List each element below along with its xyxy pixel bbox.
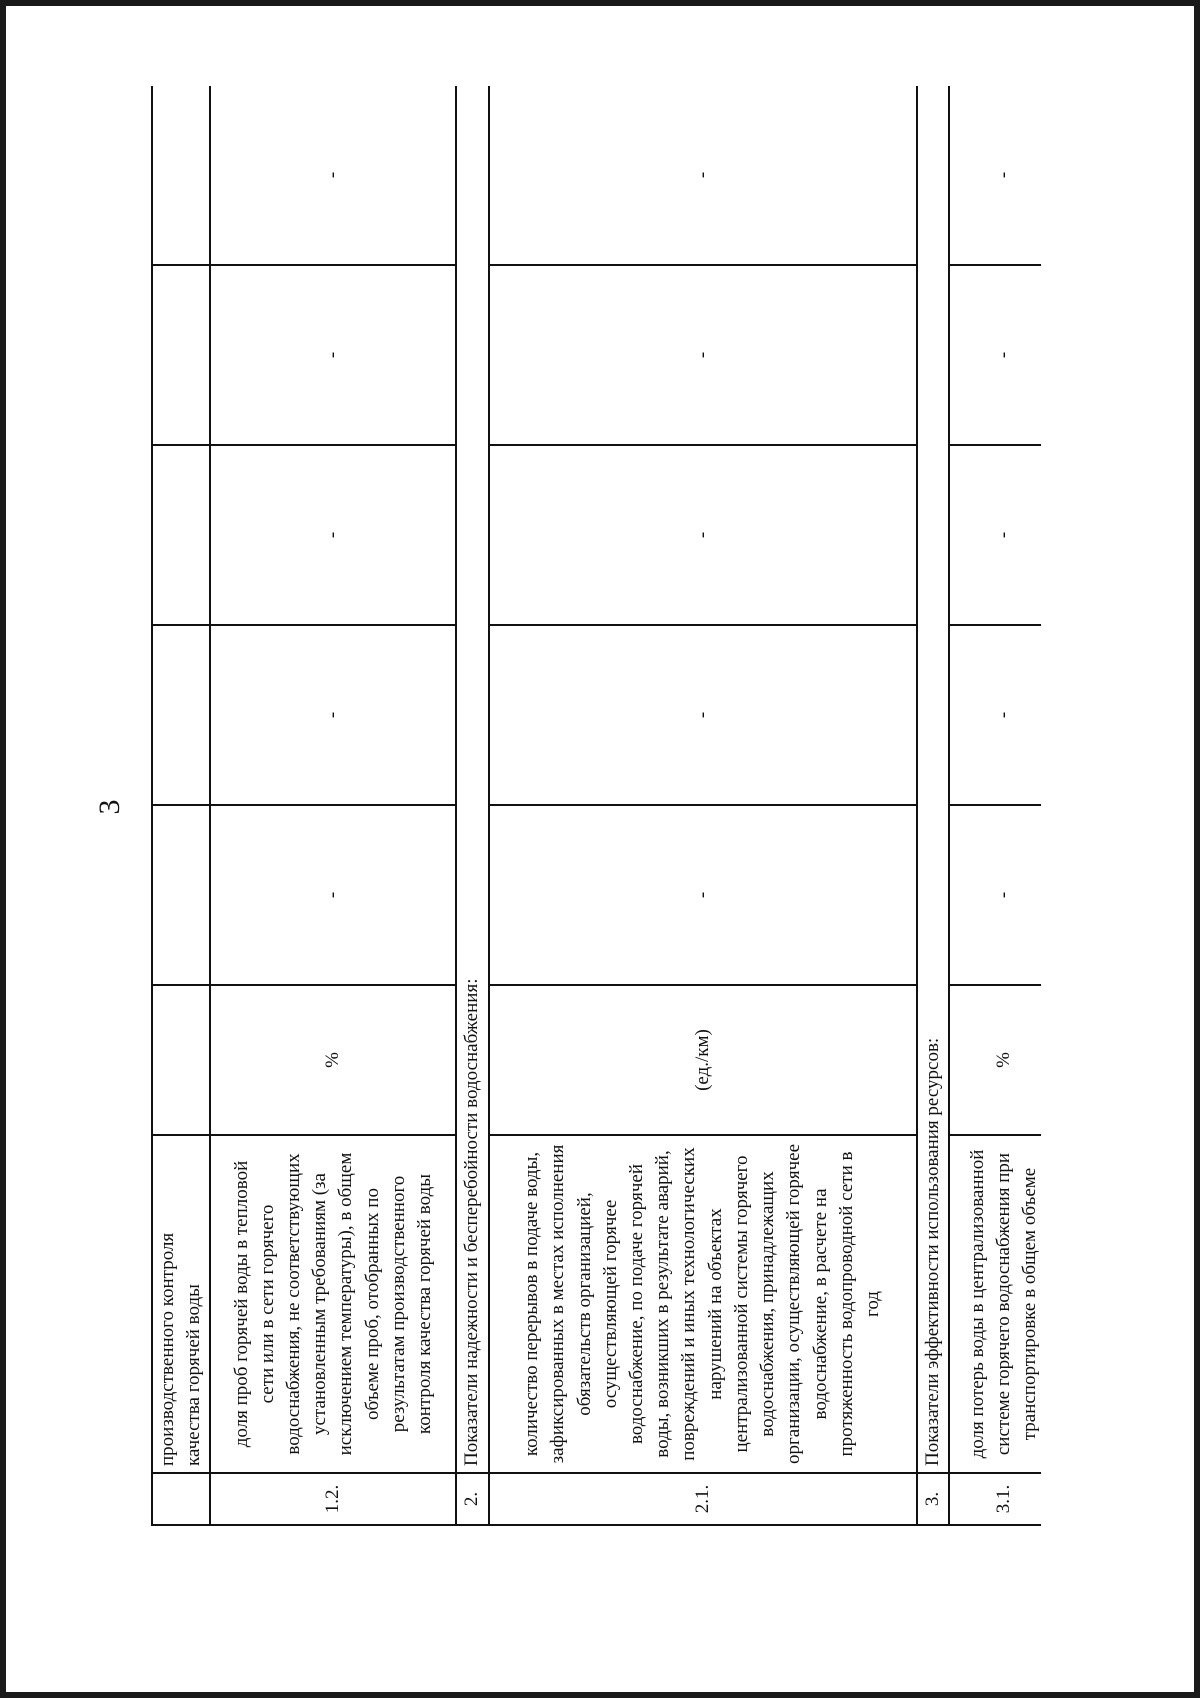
- value-cell: -: [210, 265, 456, 445]
- table-row: [949, 86, 1041, 1525]
- name-line: качества горячей воды: [183, 1284, 205, 1466]
- value-cell: [152, 86, 210, 265]
- row-number: 3.1.: [949, 1473, 1041, 1525]
- row-number: 2.1.: [489, 1473, 917, 1525]
- value-cell: -: [210, 445, 456, 625]
- section-title: Показатели надежности и бесперебойности водоснабжения:: [456, 86, 488, 1473]
- section-row: [917, 86, 949, 1525]
- section-title: Показатели эффективности использования ресурсов:: [917, 86, 949, 1473]
- value-cell: -: [489, 86, 917, 265]
- table-row: [152, 86, 210, 1525]
- indicators-table: [151, 86, 1041, 1526]
- indicator-name: доля потерь воды в централизованной системе горячего водоснабжения при транспортировке в общем объеме: [949, 1135, 1041, 1473]
- unit-cell: [152, 985, 210, 1135]
- value-cell: -: [949, 625, 1041, 805]
- value-cell: -: [489, 445, 917, 625]
- unit-cell: %: [210, 985, 456, 1135]
- table-row: [210, 86, 456, 1525]
- value-cell: -: [210, 805, 456, 985]
- value-cell: -: [210, 86, 456, 265]
- value-cell: [152, 625, 210, 805]
- indicator-name: [152, 1135, 210, 1473]
- row-number: [152, 1473, 210, 1525]
- value-cell: [152, 445, 210, 625]
- value-cell: -: [210, 625, 456, 805]
- section-row: [456, 86, 488, 1525]
- table-row: [489, 86, 917, 1525]
- section-number: 3.: [917, 1473, 949, 1525]
- indicator-name: доля проб горячей воды в тепловой сети или в сети горячего водоснабжения, не соответствующих установленным требованиям (за исключением температуры), в общем объеме проб, отобранных по результатам производственного контроля качества горячей воды: [210, 1135, 456, 1473]
- value-cell: -: [949, 445, 1041, 625]
- value-cell: -: [949, 265, 1041, 445]
- value-cell: -: [949, 86, 1041, 265]
- table-container: [151, 86, 1041, 1526]
- value-cell: -: [489, 805, 917, 985]
- row-number: 1.2.: [210, 1473, 456, 1525]
- unit-cell: %: [949, 985, 1041, 1135]
- section-number: 2.: [456, 1473, 488, 1525]
- page-number: 3: [93, 799, 126, 815]
- value-cell: -: [489, 265, 917, 445]
- value-cell: -: [489, 625, 917, 805]
- value-cell: [152, 265, 210, 445]
- indicator-name: количество перерывов в подаче воды, зафиксированных в местах исполнения обязательств организацией, осуществляющей горячее водоснабжение, по подаче горячей воды, возникших в результате аварий, повреждений и иных технологических нарушений на объектах централизованной системы горячего водоснабжения, принадлежащих организации, осуществляющей горячее водоснабжение, в расчете на протяженность водопроводной сети в год: [489, 1135, 917, 1473]
- unit-cell: (ед./км): [489, 985, 917, 1135]
- value-cell: [152, 805, 210, 985]
- name-line: производственного контроля: [157, 1232, 178, 1466]
- value-cell: -: [949, 805, 1041, 985]
